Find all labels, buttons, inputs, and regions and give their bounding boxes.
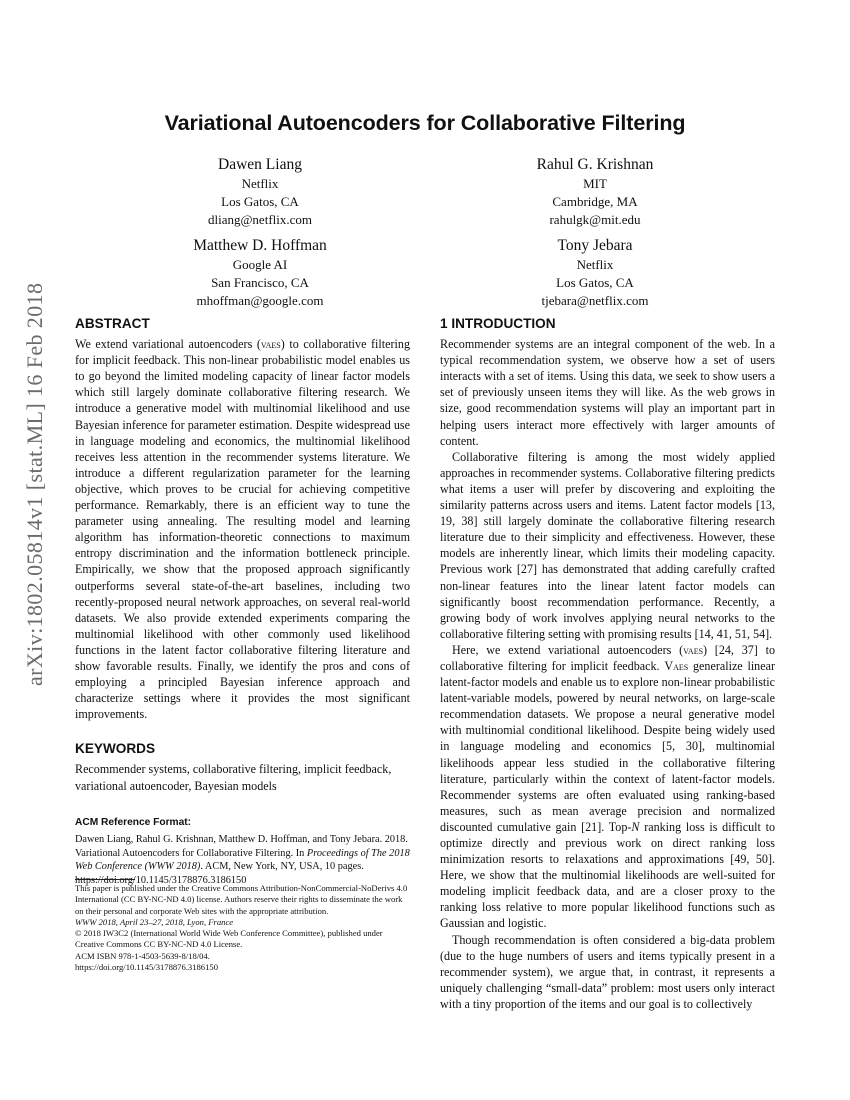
introduction-heading: 1 INTRODUCTION	[440, 316, 556, 331]
acronym-vaes: vaes	[260, 337, 281, 352]
author-block-3	[155, 235, 365, 310]
footnote-isbn: ACM ISBN 978-1-4503-5639-8/18/04.	[75, 950, 210, 961]
author-name: Rahul G. Krishnan	[536, 156, 654, 173]
acm-reference-proceedings: Proceedings of The 2018 Web Conference (WWW 2018)	[75, 847, 410, 873]
author-location: San Francisco, CA	[211, 275, 309, 290]
right-column	[440, 316, 775, 1012]
intro-text: Here, we extend variational autoencoders (	[452, 642, 684, 657]
left-column	[75, 316, 410, 888]
author-affiliation: Netflix	[576, 257, 614, 272]
author-affiliation: Google AI	[232, 257, 288, 272]
author-block-4	[495, 235, 695, 310]
abstract-heading: ABSTRACT	[75, 316, 150, 331]
keywords-heading: KEYWORDS	[75, 741, 156, 757]
footnote-venue: WWW 2018, April 23–27, 2018, Lyon, France	[75, 916, 234, 927]
math-variable-n: N	[631, 819, 640, 834]
author-location: Los Gatos, CA	[556, 275, 634, 290]
keywords-text: Recommender systems, collaborative filtering, implicit feedback, variational autoencoder, Bayesian models	[75, 762, 392, 793]
acronym-vaes: vaes	[683, 642, 704, 657]
author-affiliation: MIT	[583, 176, 607, 191]
author-name: Tony Jebara	[557, 237, 633, 254]
author-name: Dawen Liang	[218, 156, 302, 173]
author-block-2	[495, 154, 695, 229]
acm-reference-part: Dawen Liang, Rahul G. Krishnan, Matthew D. Hoffman, and Tony Jebara. 2018. Variational Autoencoders for Collaborative Filtering. In	[75, 833, 408, 859]
acronym-vaes: Vaes	[664, 658, 689, 673]
acm-reference	[75, 815, 410, 888]
intro-paragraph-4: Though recommendation is often considered a big-data problem (due to the huge numbers of users and items typically present in a recommender system), we argue that, in contrast, it represents a uniquely challenging “small-data” problem: most users only interact with a tiny proportion of the items and our goal is to collectively	[440, 932, 775, 1011]
intro-paragraph-3	[440, 642, 775, 932]
acm-reference-part: . ACM, New York, NY, USA, 10 pages. https://doi.org/10.1145/3178876.3186150	[75, 861, 364, 887]
author-email: rahulgk@mit.edu	[549, 212, 641, 227]
arxiv-identifier-stamp: arXiv:1802.05814v1 [stat.ML] 16 Feb 2018	[22, 282, 47, 686]
author-email: tjebara@netflix.com	[541, 293, 649, 308]
author-email: dliang@netflix.com	[207, 212, 313, 227]
author-block-1	[160, 154, 360, 229]
author-name: Matthew D. Hoffman	[193, 237, 327, 254]
abstract-text: ) to collaborative filtering for implicit feedback. This non-linear probabilistic model enables us to go beyond the limited modeling capacity of linear factor models which still largely dominate collaborative filtering research. We introduce a generative model with multinomial likelihood and use Bayesian inference for parameter estimation. Despite widespread use in language modeling and economics, the multinomial likelihood receives less attention in the recommender systems literature. We introduce a different regularization parameter for the learning objective, which proves to be crucial for achieving competitive performance. Remarkably, there is an efficient way to tune the parameter using annealing. The resulting model and learning algorithm has information-theoretic connections to maximum entropy discrimination and the information bottleneck principle. Empirically, we show that the proposed approach significantly outperforms several state-of-the-art baselines, including two recently-proposed neural network approaches, on several real-world datasets. We also provide extended experiments comparing the multinomial likelihood with other commonly used likelihood functions in the latent factor collaborative filtering literature and show favorable results. Finally, we identify the pros and cons of employing a principled Bayesian inference approach and characterize settings where it provides the most significant improvements.	[75, 337, 410, 722]
author-affiliation: Netflix	[241, 176, 279, 191]
abstract-text: We extend variational autoencoders (	[75, 337, 261, 352]
footnote-doi: https://doi.org/10.1145/3178876.3186150	[75, 962, 218, 973]
intro-text: ) [24, 37] to collaborative filtering for implicit feedback.	[440, 642, 775, 673]
intro-paragraph-2: Collaborative filtering is among the most widely applied approaches in recommender systems. Collaborative filtering predicts what items a user will prefer by discovering and exploiting the similarity patterns across users and items. Latent factor models [13, 19, 38] still largely dominate the collaborative filtering research literature due to their simplicity and effectiveness. However, these models are inherently linear, which limits their modeling capacity. Previous work [27] has demonstrated that adding carefully crafted non-linear features into the linear latent factor models can significantly boost recommendation performance. Recently, a growing body of work involves applying neural networks to the collaborative filtering setting with promising results [14, 41, 51, 54].	[440, 449, 775, 641]
footnote-divider	[75, 879, 135, 880]
paper-title: Variational Autoencoders for Collaborative Filtering	[164, 111, 686, 135]
footnote-copyright: © 2018 IW3C2 (International World Wide Web Conference Committee), published under Creative Commons CC BY-NC-ND 4.0 License.	[75, 928, 383, 950]
author-location: Cambridge, MA	[552, 194, 638, 209]
footnote-license: This paper is published under the Creative Commons Attribution-NonCommercial-NoDerivs 4.0 International (CC BY-NC-ND 4.0) license. Authors reserve their rights to disseminate the work on their personal and corporate Web sites with the appropriate attribution.	[75, 883, 408, 916]
intro-text: generalize linear latent-factor models and enable us to explore non-linear probabilistic latent-variable models, powered by neural networks, on large-scale recommendation datasets. We propose a neural generative model with multinomial conditional likelihood. Despite being widely used in language modeling and economics [5, 30], multinomial likelihoods appear less studied in the collaborative filtering literature, particularly within the context of latent-factor models. Recommender systems are often evaluated using ranking-based measures, such as mean average precision and normalized discounted cumulative gain [21]. Top-	[440, 658, 775, 834]
intro-paragraph-1: Recommender systems are an integral component of the web. In a typical recommendation system, we observe how a set of users interacts with a set of items. Using this data, we seek to show users a set of previously unseen items they will like. As the web grows in size, good recommendation systems will play an important part in helping users interact more effectively with larger amounts of content.	[440, 337, 775, 448]
acm-reference-label: ACM Reference Format:	[75, 816, 192, 828]
intro-text: ranking loss is difficult to optimize directly and previous work on direct ranking loss minimization resorts to relaxations and approximations [49, 50]. Here, we show that the multinomial likelihoods are well-suited for modeling implicit feedback data, and are a closer proxy to the ranking loss relative to more popular likelihood functions such as Gaussian and logistic.	[440, 819, 775, 931]
abstract-paragraph	[75, 336, 410, 722]
author-location: Los Gatos, CA	[221, 194, 299, 209]
author-email: mhoffman@google.com	[196, 293, 324, 308]
footnote	[75, 883, 410, 973]
